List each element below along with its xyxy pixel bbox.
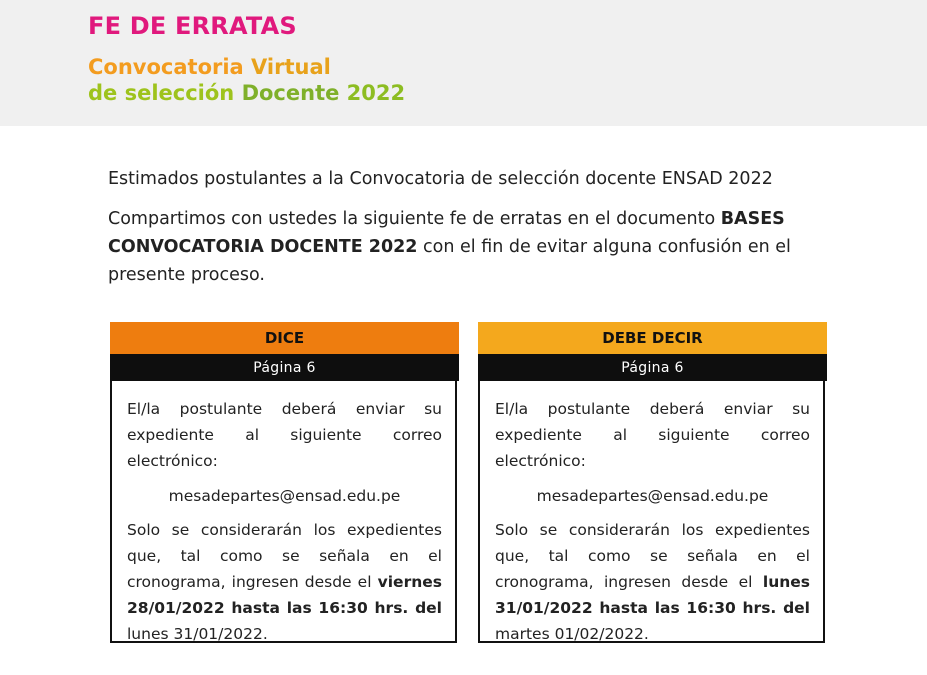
dice-p3-dates: viernes 28/01/2022 hasta las 16:30 hrs. del (127, 573, 442, 617)
page-title: FE DE ERRATAS (88, 12, 297, 40)
subtitle-line-2 (88, 80, 405, 106)
debe-decir-email: mesadepartes@ensad.edu.pe (536, 487, 769, 505)
subtitle-convocatoria: Convocatoria (88, 55, 244, 79)
dice-paragraph-3 (127, 517, 442, 647)
debe-decir-p3-end: martes 01/02/2022. (495, 625, 649, 643)
dice-page-label: Página 6 (110, 354, 459, 381)
intro-greeting: Estimados postulantes a la Convocatoria de selección docente ENSAD 2022 (108, 169, 773, 189)
intro-document-name: BASES CONVOCATORIA DOCENTE 2022 (108, 209, 785, 257)
dice-email: mesadepartes@ensad.edu.pe (168, 487, 401, 505)
subtitle-line-1 (88, 54, 331, 80)
dice-p3-start: Solo se considerarán los expedientes que, tal como se señala en el cronograma, ingresen desde el (127, 521, 442, 591)
dice-p3-end: lunes 31/01/2022. (127, 625, 268, 643)
dice-header: DICE (110, 322, 459, 354)
debe-decir-p3-start: Solo se considerarán los expedientes que, tal como se señala en el cronograma, ingresen desde el (495, 521, 810, 591)
dice-box (110, 322, 457, 643)
dice-paragraph-1: El/la postulante deberá enviar su expediente al siguiente correo electrónico: (127, 400, 442, 470)
debe-decir-header: DEBE DECIR (478, 322, 827, 354)
header-banner (0, 0, 927, 126)
intro-text-start: Compartimos con ustedes la siguiente fe de erratas en el documento (108, 209, 721, 229)
intro-paragraph (108, 205, 833, 289)
debe-decir-paragraph-3 (495, 517, 810, 647)
debe-decir-p3-dates: lunes 31/01/2022 hasta las 16:30 hrs. del (495, 573, 810, 617)
debe-decir-paragraph-1: El/la postulante deberá enviar su expediente al siguiente correo electrónico: (495, 400, 810, 470)
debe-decir-box (478, 322, 825, 643)
debe-decir-page-label: Página 6 (478, 354, 827, 381)
subtitle-docente: Docente (241, 81, 340, 105)
debe-decir-body (495, 396, 810, 656)
subtitle-virtual: Virtual (251, 55, 331, 79)
subtitle-de-seleccion: de selección (88, 81, 235, 105)
dice-body (127, 396, 442, 656)
subtitle-year: 2022 (346, 81, 406, 105)
intro-text-end: con el fin de evitar alguna confusión en el presente proceso. (108, 237, 791, 285)
